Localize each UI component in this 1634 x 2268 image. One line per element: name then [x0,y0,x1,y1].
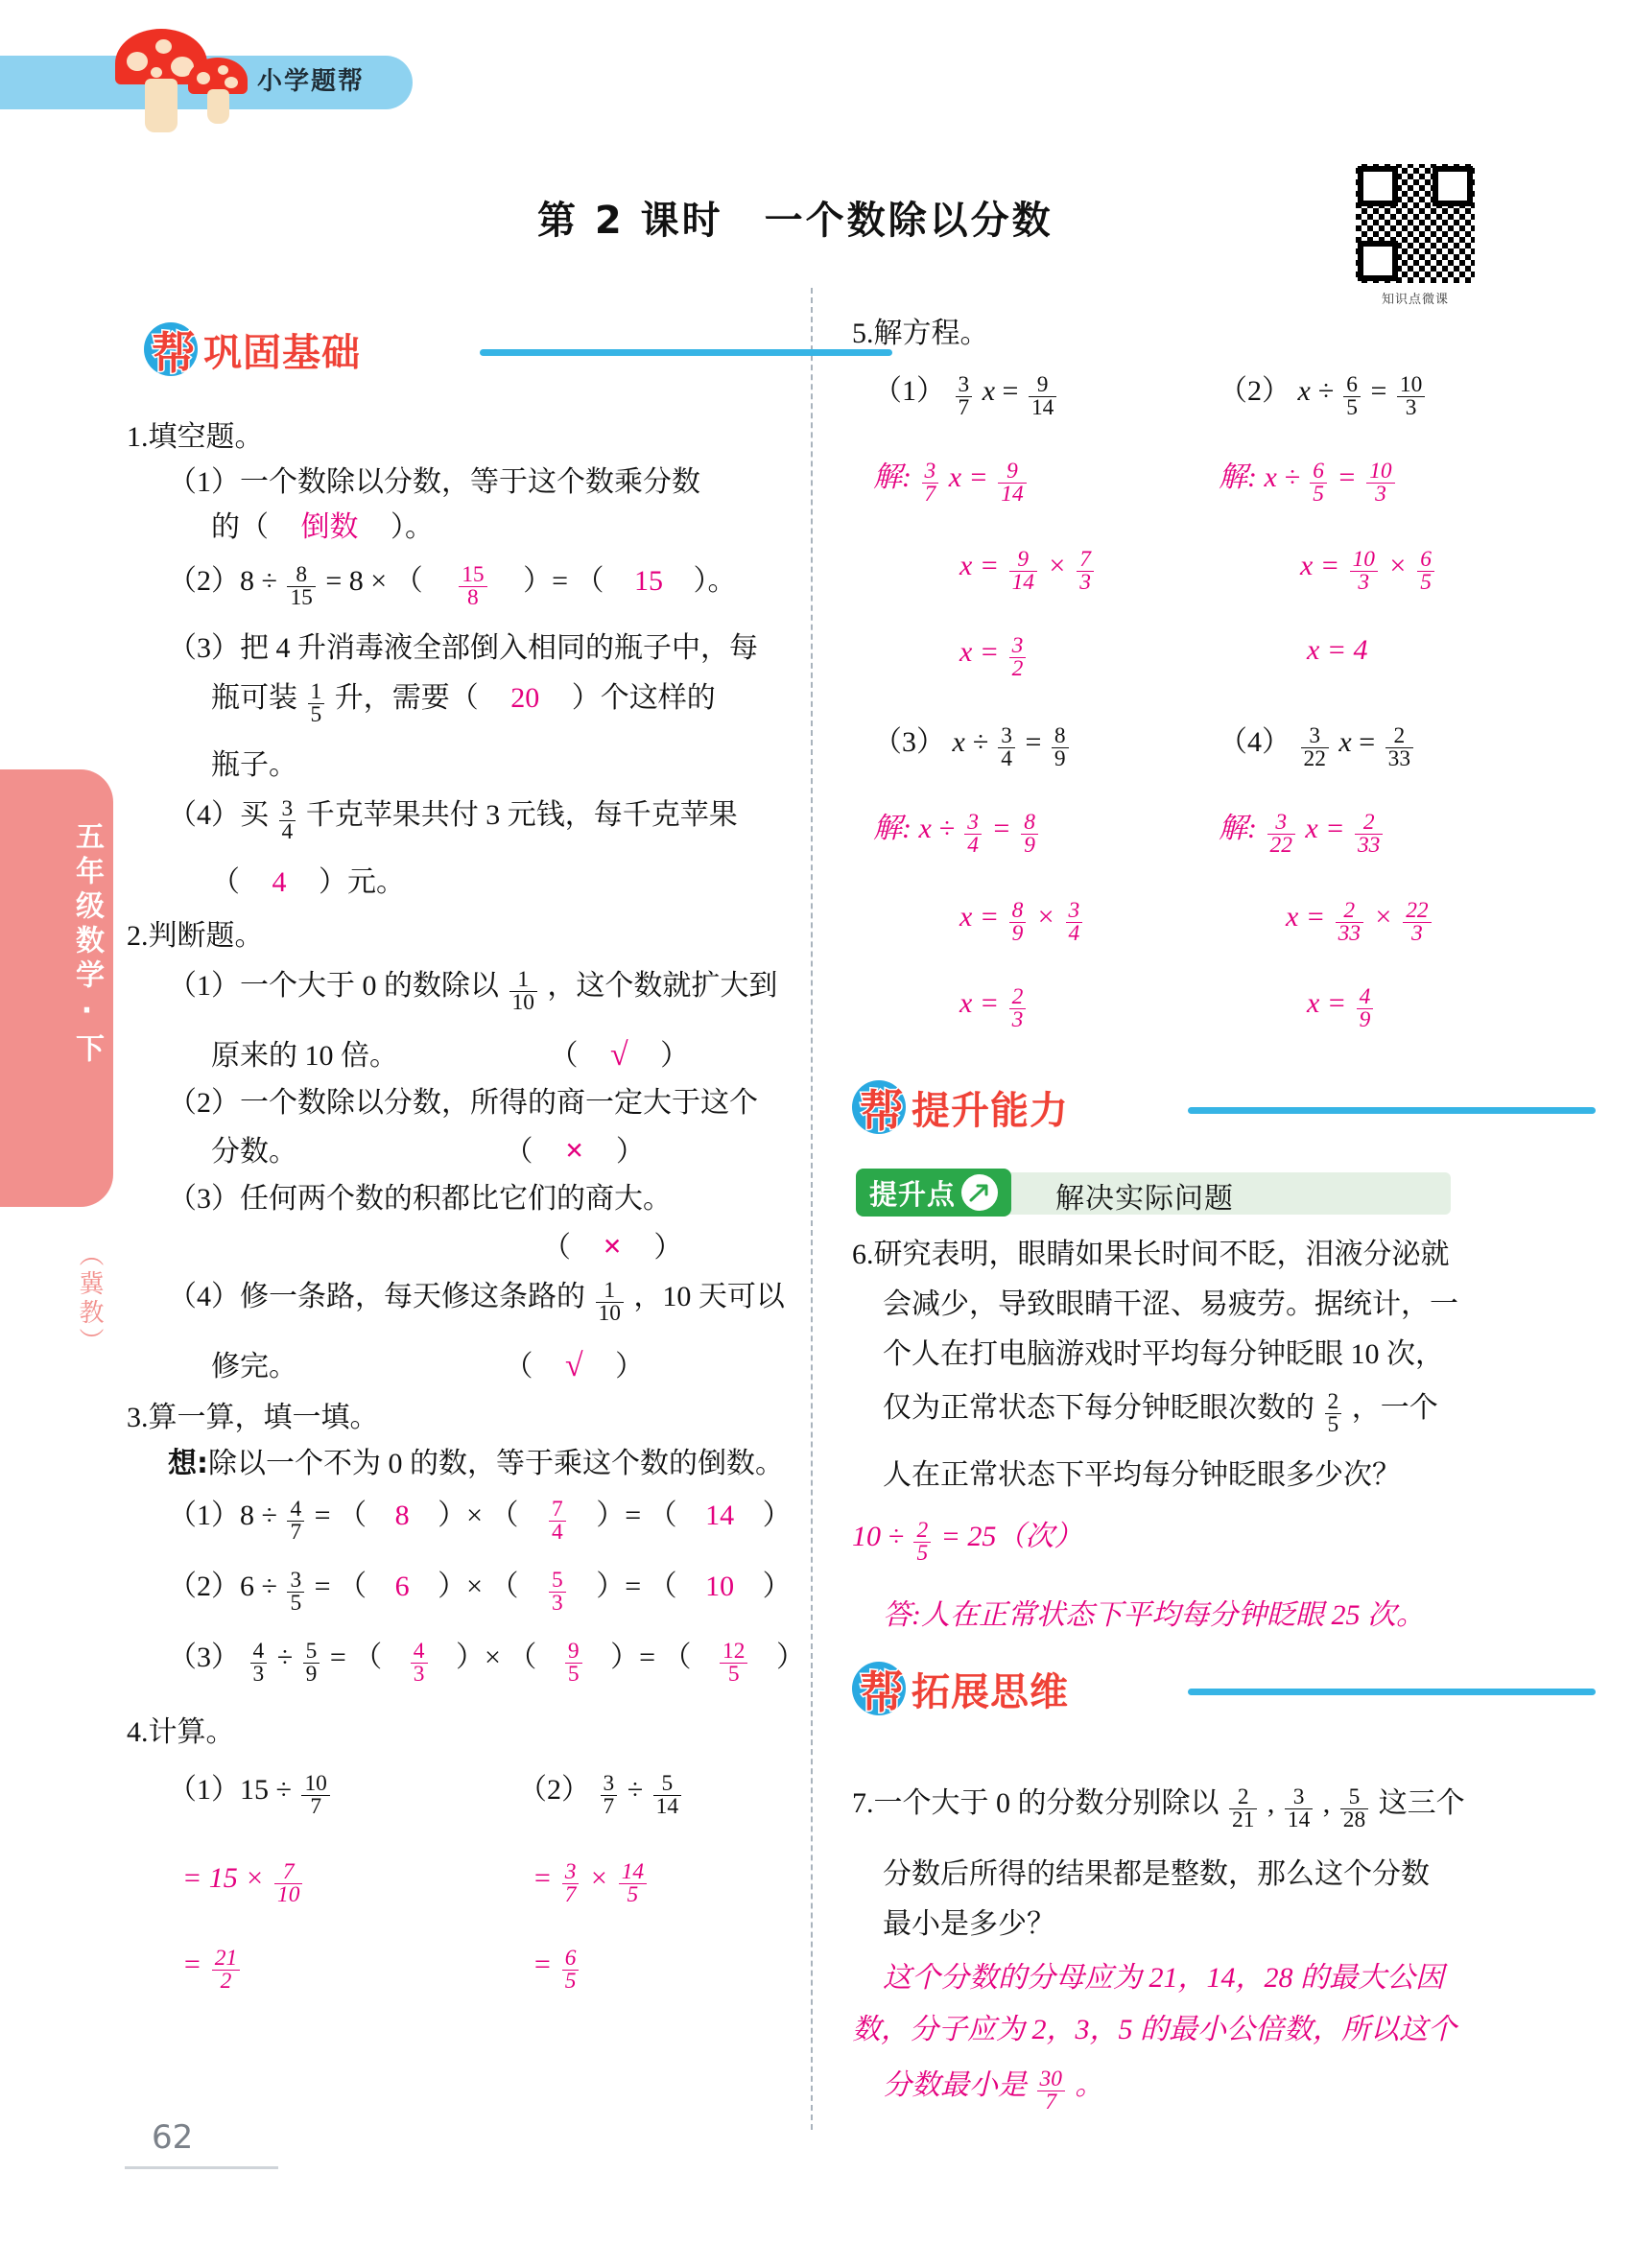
q4-right-step1-f2: $\frac{14}{5}$ [619,1861,647,1907]
q5-i3-s3-f: $\frac{2}{3}$ [1009,986,1027,1032]
q4-right-f1: $\frac{3}{7}$ [601,1773,618,1819]
q5-i2-s1-rhs: $\frac{10}{3}$ [1366,461,1394,507]
q1-p3-line2 [211,681,716,727]
q5-i1-s2-f2: $\frac{7}{3}$ [1077,549,1094,595]
section-rule [1188,1689,1596,1695]
q5-i2-lhs: $\frac{6}{5}$ [1343,374,1361,420]
q2-item4-line1: （4）修一条路，每天修这条路的 $\frac{1}{10}$ ，10 天可以 [168,1278,785,1327]
q5-item1-step2: x = $\frac{9}{14}$ × $\frac{7}{3}$ [959,549,1097,595]
q7-line2: 分数后所得的结果都是整数，那么这个分数 [883,1858,1430,1890]
q5-title: 5.解方程。 [852,318,989,349]
q4-title: 4.计算。 [127,1716,235,1748]
q4-left-head: （1）15 ÷ $\frac{10}{7}$ [168,1773,333,1819]
q1-p4-answer: 4 [272,866,287,898]
q3-row1-a1: 8 [394,1499,410,1531]
q1-p4-line2 [211,867,405,898]
sidebar-book-label: 五年级数学·下 [70,821,104,1068]
q2-item1-fraction: $\frac{1}{10}$ [509,969,537,1015]
q2-item2-line1: （2）一个数除以分数，所得的商一定大于这个 [168,1087,758,1119]
section-rule [480,349,892,356]
q3-row3-a1: $\frac{4}{3}$ [411,1641,428,1687]
q5-i3-lhs: $\frac{3}{4}$ [998,725,1015,771]
arrow-up-right-icon [961,1174,998,1211]
q1-p3-line3: 瓶子。 [211,749,297,781]
q2-item2-mark: × [565,1133,584,1169]
qr-code-icon[interactable] [1353,161,1478,286]
q3-hint-label: 想: [168,1447,208,1480]
section-rule [1188,1107,1596,1114]
q5-i3-s2-f2: $\frac{3}{4}$ [1066,900,1083,946]
q5-i1-lhs: $\frac{3}{7}$ [956,374,973,420]
q3-row2-a1: 6 [394,1570,410,1602]
q7-answer-line2: 数，分子应为 2，3，5 的最小公倍数，所以这个 [852,2014,1456,2045]
q3-row-2: （2）6 ÷ $\frac{3}{5}$ = （ 6 ）× （ $\frac{5}{3}$ ）= （ 10 ） [168,1568,792,1617]
q4-right-step1-f1: $\frac{3}{7}$ [562,1861,580,1907]
q2-item3-line1: （3）任何两个数的积都比它们的商大。 [168,1183,672,1215]
q4-right-head: （2） $\frac{3}{7}$ ÷ $\frac{5}{14}$ [518,1773,684,1819]
q4-left-step2: = $\frac{21}{2}$ [182,1948,243,1994]
section-badge-text: 帮 [860,1085,904,1137]
q5-item1-step1: 解: $\frac{3}{7}$ x = $\frac{9}{14}$ [873,461,1030,507]
q3-row3-a3: $\frac{12}{5}$ [720,1641,747,1687]
q3-row2-a2: $\frac{5}{3}$ [549,1570,566,1616]
q7-answer-line1: 这个分数的分母应为 21，14，28 的最大公因 [883,1962,1444,1994]
q5-i2-rhs: $\frac{10}{3}$ [1397,374,1425,420]
q2-item3-line2: （ × ） [542,1229,683,1264]
page-number: 62 [152,2118,194,2157]
q5-item2-step2: x = $\frac{10}{3}$ × $\frac{6}{5}$ [1300,549,1437,595]
q6-line3: 个人在打电脑游戏时平均每分钟眨眼 10 次， [883,1338,1444,1370]
qr-caption: 知识点微课 [1381,293,1449,307]
q1-p3-mid: 升，需要（ [334,681,479,714]
q3-row3-a2: $\frac{9}{5}$ [565,1641,582,1687]
q7-answer-fraction: $\frac{30}{7}$ [1037,2068,1065,2114]
section-title-improve: 提升能力 [912,1089,1069,1133]
q1-p1-post: ）。 [391,511,434,543]
q2-item4-line2: 修完。 （ √ ） [211,1348,645,1383]
q4-right-f2: $\frac{5}{14}$ [653,1773,681,1819]
q3-row3-divisor: $\frac{5}{9}$ [303,1641,320,1687]
q5-item3-step2: x = $\frac{8}{9}$ × $\frac{3}{4}$ [959,900,1085,946]
q5-item2-step1: 解: x ÷ $\frac{6}{5}$ = $\frac{10}{3}$ [1219,461,1398,507]
q4-left-step2-fraction: $\frac{21}{2}$ [212,1948,240,1994]
q4-right-step1: = $\frac{3}{7}$ × $\frac{14}{5}$ [533,1861,650,1907]
q2-title: 2.判断题。 [127,920,264,952]
q5-i4-s1-lhs: $\frac{3}{22}$ [1267,812,1295,858]
q5-i3-s1-rhs: $\frac{8}{9}$ [1021,812,1038,858]
page-title: 第 2 课时 一个数除以分数 [537,199,1054,243]
q2-item1-line2: 原来的 10 倍。 （ √ ） [211,1037,690,1073]
q1-p4-line1 [168,798,738,844]
q4-right-step2: = $\frac{6}{5}$ [533,1948,581,1994]
q5-i4-rhs: $\frac{2}{33}$ [1385,725,1413,771]
q5-i2-s2-f1: $\frac{10}{3}$ [1350,549,1378,595]
point-badge-label: 提升点 [869,1177,957,1211]
q5-item1-step3: x = $\frac{3}{2}$ [959,635,1029,681]
q5-i4-lhs: $\frac{3}{22}$ [1301,725,1329,771]
q6-answer: 答:人在正常状态下平均每分钟眨眼 25 次。 [883,1599,1425,1631]
q5-item4-equation: （4） $\frac{3}{22}$ x = $\frac{2}{33}$ [1219,725,1416,771]
q3-row1-divisor: $\frac{4}{7}$ [287,1499,304,1545]
q5-i4-s2-f1: $\frac{2}{33}$ [1336,900,1363,946]
q5-item4-step1: 解: $\frac{3}{22}$ x = $\frac{2}{33}$ [1219,812,1385,858]
q1-p3-line1: （3）把 4 升消毒液全部倒入相同的瓶子中，每 [168,632,758,664]
q5-i1-s1-rhs: $\frac{9}{14}$ [998,461,1026,507]
q1-p1-answer: 倒数 [300,511,359,543]
q6-calc-fraction: $\frac{2}{5}$ [913,1520,931,1566]
q7-fraction-2: $\frac{3}{14}$ [1285,1786,1313,1832]
q5-i4-s1-rhs: $\frac{2}{33}$ [1355,812,1383,858]
q6-line4: 仅为正常状态下每分钟眨眼次数的 $\frac{2}{5}$ ，一个 [883,1389,1438,1438]
q5-item1-equation: （1） $\frac{3}{7}$ x = $\frac{9}{14}$ [873,374,1059,420]
q5-i2-s1-lhs: $\frac{6}{5}$ [1310,461,1327,507]
q1-p1-line2 [211,512,434,543]
sidebar-edition-label: （冀教） [75,1241,104,1357]
q5-item2-step3: x = 4 [1307,634,1368,666]
brand-label: 小学题帮 [257,67,366,96]
column-divider [811,288,813,2130]
q1-p2 [168,564,737,610]
q6-calculation: 10 ÷ $\frac{2}{5}$ = 25（次） [852,1518,1083,1567]
q5-item3-step1: 解: x ÷ $\frac{3}{4}$ = $\frac{8}{9}$ [873,812,1041,858]
q6-fraction: $\frac{2}{5}$ [1325,1391,1342,1437]
q2-item2-line2: 分数。 （ × ） [211,1133,645,1169]
q3-title: 3.算一算，填一填。 [127,1402,379,1433]
q1-p4-pre: （4）买 [168,798,269,831]
q3-row2-divisor: $\frac{3}{5}$ [287,1570,304,1616]
q6-line5: 人在正常状态下平均每分钟眨眼多少次？ [883,1459,1401,1491]
section-title-basics: 巩固基础 [203,331,361,375]
q3-row2-a3: 10 [705,1570,735,1602]
q5-i4-s2-f2: $\frac{22}{3}$ [1403,900,1431,946]
q6-line2: 会减少，导致眼睛干涩、易疲劳。据统计，一 [883,1288,1458,1320]
section-title-extend: 拓展思维 [912,1670,1069,1714]
q1-p3-answer: 20 [510,681,540,714]
q1-p2-mid: = 8 × （ [325,564,423,597]
q7-answer-line3: 分数最小是 $\frac{30}{7}$ 。 [883,2067,1104,2115]
q5-i1-rhs: $\frac{9}{14}$ [1029,374,1056,420]
q1-p1-pre: 的（ [211,511,269,543]
q3-row3-dividend: $\frac{4}{3}$ [250,1641,268,1687]
q7-line1: 7.一个大于 0 的分数分别除以 $\frac{2}{21}$ , $\frac{3}{14}$ , $\frac{5}{28}$ 这三个 [852,1784,1465,1833]
q1-p4b-pre: （ [211,866,240,898]
q2-item4-mark: √ [565,1348,583,1383]
q1-p1-line1: （1）一个数除以分数，等于这个数乘分数 [168,466,700,498]
q1-p4-post: 千克苹果共付 3 元钱，每千克苹果 [305,798,738,831]
q5-i1-s3-f: $\frac{3}{2}$ [1009,635,1027,681]
q7-fraction-3: $\frac{5}{28}$ [1340,1786,1368,1832]
q1-p4b-post: ）元。 [319,866,405,898]
q2-item4-fraction: $\frac{1}{10}$ [596,1280,624,1326]
point-badge [856,1169,1011,1217]
q5-i2-s2-f2: $\frac{6}{5}$ [1417,549,1434,595]
q1-p2-eq: ）= （ [523,564,604,597]
q1-p3-fraction: $\frac{1}{5}$ [308,681,325,727]
q1-p2-end: ）。 [693,564,737,597]
q5-i3-s1-lhs: $\frac{3}{4}$ [964,812,982,858]
qr-code-block[interactable] [1348,161,1482,307]
q1-p3-post: ）个这样的 [571,681,716,714]
q4-right-step2-fraction: $\frac{6}{5}$ [562,1948,580,1994]
q5-item2-equation: （2） x ÷ $\frac{6}{5}$ = $\frac{10}{3}$ [1219,374,1428,420]
section-badge-text: 帮 [152,327,196,379]
q5-item4-step3: x = $\frac{4}{9}$ [1307,986,1376,1032]
q6-line1: 6.研究表明，眼睛如果长时间不眨，泪液分泌就 [852,1239,1450,1270]
q2-item1-line1: （1）一个大于 0 的数除以 $\frac{1}{10}$ ，这个数就扩大到 [168,967,778,1016]
q1-p4-fraction: $\frac{3}{4}$ [279,798,296,844]
q4-left-step1: = 15 × $\frac{7}{10}$ [182,1861,305,1907]
q5-i1-s2-f1: $\frac{9}{14}$ [1009,549,1037,595]
q1-p2-fraction: $\frac{8}{15}$ [287,564,315,610]
q3-row1-a2: $\frac{7}{4}$ [549,1499,566,1545]
q5-item4-step2: x = $\frac{2}{33}$ × $\frac{22}{3}$ [1286,900,1434,946]
q2-item3-mark: × [603,1229,622,1264]
q7-fraction-1: $\frac{2}{21}$ [1229,1786,1257,1832]
q7-line3: 最小是多少？ [883,1908,1055,1940]
q4-left-step1-fraction: $\frac{7}{10}$ [274,1861,302,1907]
q5-item3-step3: x = $\frac{2}{3}$ [959,986,1029,1032]
q5-i3-s2-f1: $\frac{8}{9}$ [1009,900,1027,946]
page-number-rule [125,2166,278,2169]
q1-p2-answer2: 15 [634,564,664,597]
q1-p3-pre: 瓶可装 [211,681,297,714]
q5-i3-rhs: $\frac{8}{9}$ [1052,725,1069,771]
point-badge-text: 解决实际问题 [1055,1182,1234,1216]
section-badge-text: 帮 [860,1666,904,1718]
q1-title: 1.填空题。 [127,421,264,453]
q5-item3-equation: （3） x ÷ $\frac{3}{4}$ = $\frac{8}{9}$ [873,725,1072,771]
q4-left-fraction: $\frac{10}{7}$ [301,1773,329,1819]
q3-hint: 想:除以一个不为 0 的数，等于乘这个数的倒数。 [168,1447,784,1480]
q1-p2-answer-fraction: $\frac{15}{8}$ [459,564,486,610]
q2-item1-mark: √ [610,1037,628,1073]
q3-row-3: （3） $\frac{4}{3}$ ÷ $\frac{5}{9}$ = （ $\frac{4}{3}$ ）× （ $\frac{9}{5}$ ）= （ $\frac{12}{5}$ ） [168,1639,805,1688]
q5-i4-s3-f: $\frac{4}{9}$ [1357,986,1374,1032]
q3-row-1: （1）8 ÷ $\frac{4}{7}$ = （ 8 ）× （ $\frac{7}{4}$ ）= （ 14 ） [168,1497,792,1546]
q3-row1-a3: 14 [705,1499,735,1531]
q1-p2-pre: （2）8 ÷ [168,564,277,597]
q5-i1-s1-lhs: $\frac{3}{7}$ [922,461,939,507]
